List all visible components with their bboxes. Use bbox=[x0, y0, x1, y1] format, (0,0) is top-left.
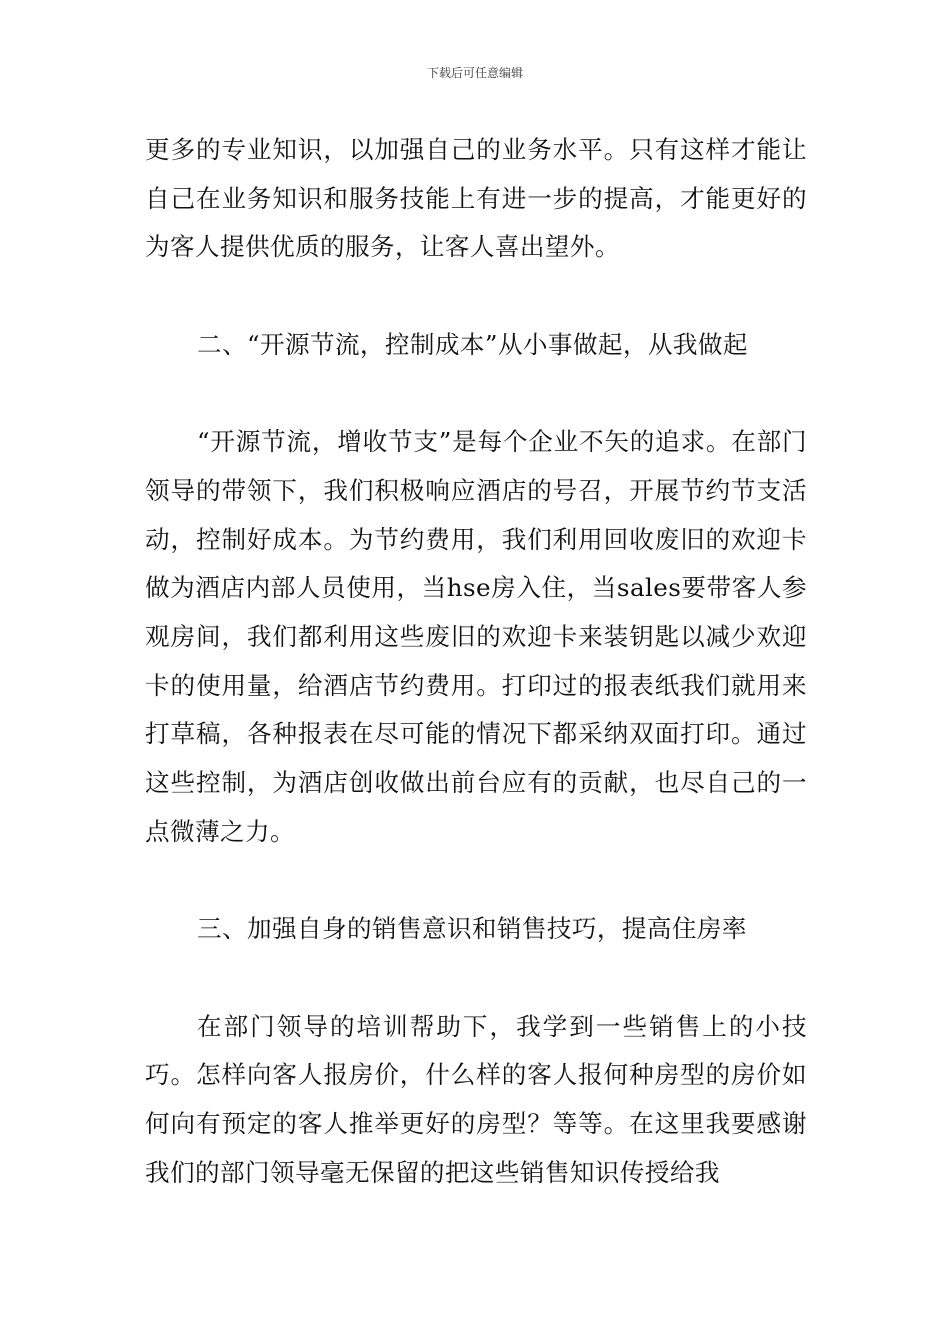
paragraph-cost-control: “开源节流，增收节支”是每个企业不矢的追求。在部门领导的带领下，我们积极响应酒店的号召，开展节约节支活动，控制好成本。为节约费用，我们利用回收废旧的欢迎卡做为酒店内部人员使用，当hse房入住，当sales要带客人参观房间，我们都利用这些废旧的欢迎卡来装钥匙以减少欢迎卡的使用量，给酒店节约费用。打印过的报表纸我们就用来打草稿，各种报表在尽可能的情况下都采纳双面打印。通过这些控制，为酒店创收做出前台应有的贡献，也尽自己的一点微薄之力。 bbox=[145, 427, 807, 846]
page-header-note: 下载后可任意编辑 bbox=[426, 66, 523, 80]
section-heading-2: 二、“开源节流，控制成本”从小事做起，从我做起 bbox=[197, 329, 748, 359]
paragraph-spacer bbox=[145, 272, 807, 321]
paragraph-spacer bbox=[145, 857, 807, 906]
section-heading-3: 三、加强自身的销售意识和销售技巧，提高住房率 bbox=[197, 914, 747, 944]
document-body bbox=[145, 126, 807, 1197]
paragraph-spacer bbox=[145, 954, 807, 1003]
paragraph-spacer bbox=[145, 370, 807, 419]
paragraph-sales-skills: 在部门领导的培训帮助下，我学到一些销售上的小技巧。怎样向客人报房价，什么样的客人报何种房型的房价如何向有预定的客人推举更好的房型？等等。在这里我要感谢我们的部门领导毫无保留的把这些销售知识传授给我 bbox=[145, 1011, 807, 1187]
paragraph-continuation: 更多的专业知识，以加强自己的业务水平。只有这样才能让自己在业务知识和服务技能上有进一步的提高，才能更好的为客人提供优质的服务，让客人喜出望外。 bbox=[145, 135, 807, 262]
